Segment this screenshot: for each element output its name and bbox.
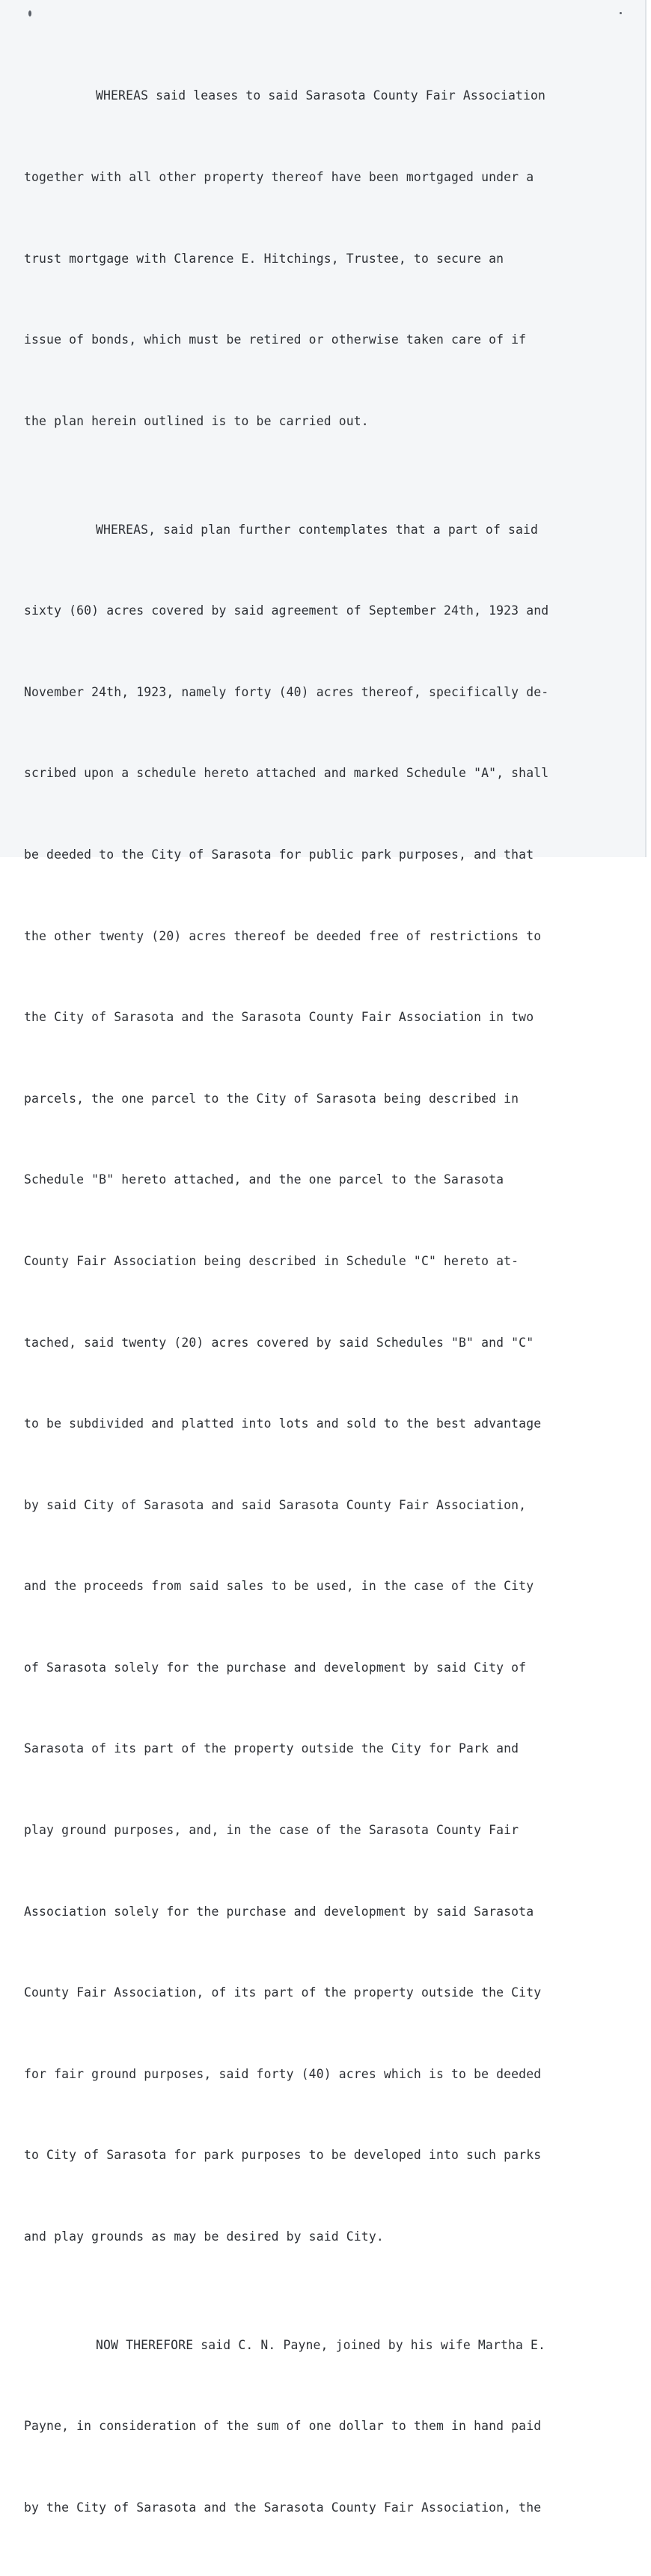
paragraph-2-line-19: County Fair Association, of its part of the property outside the City: [24, 1985, 542, 2000]
paragraph-2-line-17: play ground purposes, and, in the case of the Sarasota County Fair: [24, 1823, 519, 1838]
paragraph-1-line-4: issue of bonds, which must be retired or otherwise taken care of if: [24, 332, 527, 347]
paragraph-3-line-1: NOW THEREFORE said C. N. Payne, joined by his wife Martha E.: [96, 2337, 546, 2352]
paragraph-3-line-2: Payne, in consideration of the sum of one dollar to them in hand paid: [24, 2419, 542, 2434]
paragraph-2-line-11: tached, said twenty (20) acres covered by said Schedules "B" and "C": [24, 1335, 534, 1350]
paragraph-2-line-4: scribed upon a schedule hereto attached and marked Schedule "A", shall: [24, 766, 549, 781]
paragraph-2-line-15: of Sarasota solely for the purchase and development by said City of: [24, 1660, 527, 1675]
paragraph-1-line-3: trust mortgage with Clarence E. Hitchings, Trustee, to secure an: [24, 251, 504, 266]
paragraph-2-line-21: to City of Sarasota for park purposes to be developed into such parks: [24, 2148, 542, 2163]
paragraph-2-line-13: by said City of Sarasota and said Sarasota County Fair Association,: [24, 1497, 527, 1512]
paragraph-2-line-22: and play grounds as may be desired by said City.: [24, 2229, 384, 2244]
paragraph-2-line-3: November 24th, 1923, namely forty (40) acres thereof, specifically de-: [24, 684, 549, 699]
paragraph-3-line-3: by the City of Sarasota and the Sarasota County Fair Association, the: [24, 2500, 542, 2515]
paragraph-2-line-12: to be subdivided and platted into lots and sold to the best advantage: [24, 1416, 542, 1431]
paragraph-2-line-8: parcels, the one parcel to the City of Sarasota being described in: [24, 1091, 519, 1106]
ink-mark-top-left: [28, 10, 31, 16]
paragraph-2-line-1: WHEREAS, said plan further contemplates that a part of said: [96, 522, 539, 537]
paragraph-2-line-18: Association solely for the purchase and development by said Sarasota: [24, 1904, 534, 1919]
paragraph-2-line-20: for fair ground purposes, said forty (40) acres which is to be deeded: [24, 2066, 542, 2081]
paragraph-2-line-5: be deeded to the City of Sarasota for public park purposes, and that: [24, 847, 534, 862]
paragraph-1-line-2: together with all other property thereof have been mortgaged under a: [24, 170, 534, 184]
paragraph-1-line-1: WHEREAS said leases to said Sarasota County Fair Association: [96, 88, 546, 103]
paragraph-2-line-9: Schedule "B" hereto attached, and the one parcel to the Sarasota: [24, 1172, 504, 1187]
paragraph-2-line-10: County Fair Association being described in Schedule "C" hereto at-: [24, 1253, 519, 1268]
paragraph-2-line-14: and the proceeds from said sales to be used, in the case of the City: [24, 1579, 534, 1594]
paragraph-2-line-16: Sarasota of its part of the property outside the City for Park and: [24, 1741, 519, 1756]
paragraph-1-line-5: the plan herein outlined is to be carried out.: [24, 413, 369, 428]
paragraph-2-line-7: the City of Sarasota and the Sarasota County Fair Association in two: [24, 1010, 534, 1025]
ink-mark-top-right: [620, 12, 622, 14]
document-body: [24, 28, 608, 2576]
paragraph-2-line-2: sixty (60) acres covered by said agreement of September 24th, 1923 and: [24, 603, 549, 618]
paragraph-2-line-6: the other twenty (20) acres thereof be deeded free of restrictions to: [24, 928, 542, 943]
